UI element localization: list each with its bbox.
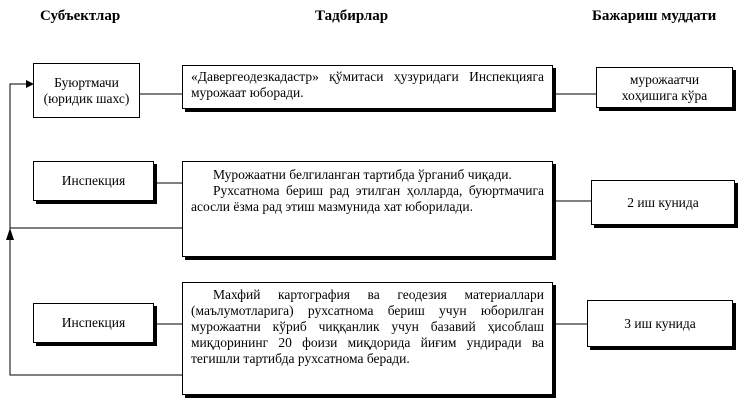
action-text: «Давергеодезкадастр» қўмитаси ҳузуридаги Инспекцияга мурожаат юборади. — [191, 69, 544, 100]
subject-box-inspection-1 — [33, 161, 154, 201]
header-deadline: Бажариш муддати — [592, 8, 717, 24]
action-box-1 — [182, 65, 553, 109]
deadline-box-2 — [591, 180, 735, 225]
subject-label: Инспекция — [61, 315, 126, 330]
action-text: Махфий картография ва геодезия материаллари (маълумотларига) рухсатнома бериш учун юборилган мурожаатни кўриб чиққанлик учун базавий ҳисоблаш миқдорининг 20 фоизи миқдорида йиғим ундиради ва тегишли тартибда рухсатнома беради. — [191, 287, 544, 366]
deadline-label: 2 иш кунида — [627, 194, 699, 210]
header-subjects: Субъектлар — [40, 8, 121, 24]
deadline-box-1 — [596, 67, 733, 108]
deadline-box-3 — [587, 300, 733, 347]
deadline-label: 3 иш кунида — [624, 315, 696, 331]
subject-label: Инспекция — [61, 173, 126, 188]
header-actions: Тадбирлар — [315, 8, 389, 24]
deadline-label: мурожаатчи хоҳишига кўра — [621, 71, 708, 103]
subject-label: Буюртмачи (юридик шахс) — [43, 74, 130, 106]
action-text: Рухсатнома бериш рад этилган ҳолларда, буюртмачига асосли ёзма рад этиш мазмунида хат юборилади. — [191, 183, 544, 214]
action-box-3 — [182, 282, 553, 395]
action-text: Мурожаатни белгиланган тартибда ўрганиб чиқади. — [213, 167, 512, 182]
subject-box-inspection-2 — [33, 303, 154, 343]
action-box-2 — [182, 161, 553, 257]
subject-box-customer — [33, 63, 140, 118]
